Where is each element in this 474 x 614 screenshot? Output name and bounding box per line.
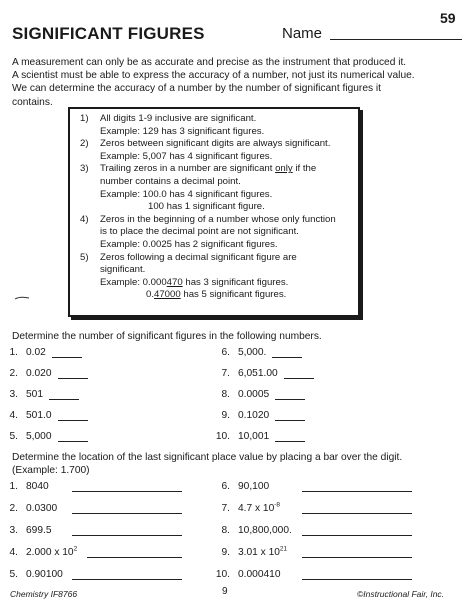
question-number: 9. [221,410,230,421]
rule-example [70,277,358,290]
answer-blank[interactable] [275,433,305,442]
example-underlined: 47000 [154,289,181,301]
question-value: 6,051.00 [238,368,278,379]
intro-line: contains. [12,96,53,108]
question-number: 2. [9,503,18,514]
answer-blank[interactable] [302,483,412,492]
question-value: 4.7 x 10 [238,503,275,514]
sigfig-question-1 [0,347,82,358]
question-value: 3.01 x 10 [238,547,280,558]
rule-number: 4) [80,213,89,225]
rule-text: Zeros between significant digits are always significant. [100,138,331,150]
rule-text-line2: significant. [100,264,146,276]
rule-number: 2) [80,138,89,150]
question-value: 8040 [26,481,49,492]
place-question-4 [0,547,182,558]
question-number: 9. [221,547,230,558]
question-value: 0.020 [26,368,52,379]
place-question-10 [212,569,412,580]
answer-blank[interactable] [72,505,182,514]
place-question-3 [0,525,182,536]
question-number: 2. [9,368,18,379]
question-number: 10. [215,431,230,442]
question-value: 0.0005 [238,389,270,400]
question-value: 10,800,000. [238,525,292,536]
place-question-9 [212,547,412,558]
question-number: 8. [221,525,230,536]
rules-box [68,107,360,317]
question-number: 5. [9,431,18,442]
example-underlined: 470 [166,276,183,288]
answer-blank[interactable] [275,391,305,400]
answer-blank[interactable] [302,527,412,536]
footer-copyright: ©Instructional Fair, Inc. [357,589,445,599]
place-question-1 [0,481,182,492]
answer-blank[interactable] [302,549,412,558]
question-number: 3. [9,525,18,536]
place-question-8 [212,525,412,536]
example-prefix: 0. [146,289,155,301]
sigfig-question-9 [212,410,305,421]
question-number: 1. [9,481,18,492]
name-label: Name [282,25,323,42]
answer-blank[interactable] [52,349,82,358]
rule-text [100,163,358,176]
answer-blank[interactable] [58,412,88,421]
rule-example: Example: 0.0025 has 2 significant figures. [100,238,278,250]
sigfig-question-8 [212,389,305,400]
sigfig-question-4 [0,410,88,421]
question-number: 10. [215,569,230,580]
question-value: 90,100 [238,481,270,492]
footer-page-number: 9 [222,586,228,597]
section2-example: (Example: 1.700) [12,465,90,476]
question-number: 6. [221,347,230,358]
question-number: 3. [9,389,18,400]
answer-blank[interactable] [272,349,302,358]
question-value: 5,000 [26,431,52,442]
intro-line: A measurement can only be as accurate and precise as the instrument that produced it. [12,57,407,68]
rule-4 [70,214,358,239]
question-value: 0.0300 [26,503,58,514]
place-question-6 [212,481,412,492]
answer-blank[interactable] [302,505,412,514]
answer-blank[interactable] [72,571,182,580]
rule-1 [70,113,358,126]
page-title: SIGNIFICANT FIGURES [12,24,205,43]
question-number: 1. [9,347,18,358]
rule-text: Zeros following a decimal significant figure are [100,251,297,263]
answer-blank[interactable] [87,549,182,558]
sigfig-question-3 [0,389,79,400]
rule-number: 3) [80,163,89,175]
question-exponent: 2 [73,545,78,553]
footer-publication: Chemistry IF8766 [10,589,78,599]
question-value: 2.000 x 10 [26,547,74,558]
question-exponent: -8 [274,501,281,509]
sigfig-question-2 [0,368,88,379]
rule-number: 1) [80,113,89,124]
answer-blank[interactable] [284,370,314,379]
rule-number: 5) [80,251,89,263]
intro-line: A scientist must be able to express the accuracy of a number, not just its numerical value. [12,70,415,82]
question-number: 6. [221,481,230,492]
sigfig-question-6 [212,347,302,358]
sigfig-question-5 [0,431,88,442]
rule-text: Zeros in the beginning of a number whose only function [100,213,336,225]
pencil-mark-icon [14,296,30,300]
intro-paragraph [12,56,464,109]
example-suffix: has 5 significant figures. [180,289,287,301]
rule-example: Example: 129 has 3 significant figures. [100,125,265,137]
question-value: 10,001 [238,431,270,442]
sigfig-question-7 [212,368,314,379]
sigfig-question-10 [212,431,305,442]
name-field[interactable] [330,39,462,40]
question-value: 501.0 [26,410,52,421]
answer-blank[interactable] [72,483,182,492]
answer-blank[interactable] [302,571,412,580]
answer-blank[interactable] [58,433,88,442]
answer-blank[interactable] [275,412,305,421]
question-number: 7. [221,503,230,514]
example-suffix: has 3 significant figures. [182,276,289,288]
place-question-7 [212,503,412,514]
rule-text-line2: number contains a decimal point. [100,175,241,187]
intro-line: We can determine the accuracy of a number by the number of significant figures it [12,83,382,95]
question-number: 4. [9,410,18,421]
question-value: 699.5 [26,525,52,536]
section1-instruction: Determine the number of significant figures in the following numbers. [12,331,322,342]
question-number: 4. [9,547,18,558]
question-value: 501 [26,389,43,400]
question-number: 5. [9,569,18,580]
question-number: 7. [221,368,230,379]
rule-example: 100 has 1 significant figure. [148,201,265,213]
question-value: 0.02 [26,347,46,358]
page-number: 59 [440,10,456,26]
rule-example: Example: 100.0 has 4 significant figures. [100,188,273,200]
rule-text-underlined: only [275,163,293,175]
answer-blank[interactable] [72,527,182,536]
rule-example [70,289,358,302]
question-value: 0.1020 [238,410,270,421]
place-question-5 [0,569,182,580]
rule-example: Example: 5,007 has 4 significant figures. [100,150,273,162]
rule-text: All digits 1-9 inclusive are significant. [100,113,257,124]
rule-2 [70,138,358,151]
answer-blank[interactable] [49,391,79,400]
question-value: 5,000. [238,347,267,358]
rule-text-line2: is to place the decimal point are not significant. [100,226,299,238]
section2-instruction-line1: Determine the location of the last significant place value by placing a bar over the digit. [12,452,403,463]
question-value: 0.90100 [26,569,63,580]
place-question-2 [0,503,182,514]
rule-3 [70,163,358,188]
rule-text-part: Trailing zeros in a number are significant [100,163,276,175]
question-number: 8. [221,389,230,400]
section2-instruction [12,451,402,477]
rule-5 [70,252,358,277]
answer-blank[interactable] [58,370,88,379]
rule-text-part: if the [292,163,317,175]
question-value: 0.000410 [238,569,281,580]
example-prefix: Example: 0.000 [100,276,167,288]
question-exponent: 21 [279,545,288,553]
